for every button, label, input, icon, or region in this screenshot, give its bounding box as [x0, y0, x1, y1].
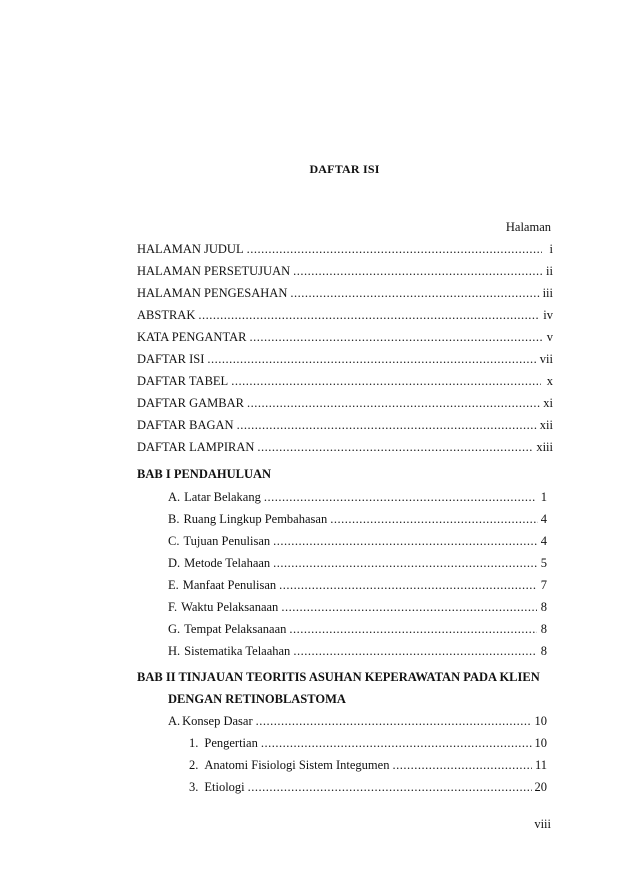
toc-entry-label: Latar Belakang — [184, 490, 261, 504]
toc-entry[interactable] — [137, 286, 553, 304]
chapter-heading[interactable]: BAB II TINJAUAN TEORITIS ASUHAN KEPERAWATAN PADA KLIEN — [137, 670, 540, 684]
page-number: viii — [534, 817, 551, 831]
toc-entry-label: Tempat Pelaksanaan — [184, 622, 287, 636]
toc-entry-label: HALAMAN PENGESAHAN — [137, 286, 288, 300]
dot-leader — [279, 578, 537, 593]
dot-leader — [273, 534, 536, 549]
toc-entry-number: F. — [168, 600, 178, 614]
toc-entry-label: Konsep Dasar — [182, 714, 253, 728]
dot-leader — [198, 308, 540, 323]
dot-leader — [293, 644, 537, 659]
toc-entry-label: Anatomi Fisiologi Sistem Integumen — [204, 758, 390, 772]
dot-leader — [237, 418, 537, 433]
toc-entry-label: Waktu Pelaksanaan — [181, 600, 279, 614]
toc-entry-page: 8 — [540, 622, 547, 636]
dot-leader — [261, 736, 532, 751]
toc-entry[interactable] — [137, 330, 553, 348]
toc-entry-label: DAFTAR GAMBAR — [137, 396, 245, 410]
dot-leader — [207, 352, 536, 367]
toc-entry[interactable] — [189, 758, 547, 776]
toc-entry-number: C. — [168, 534, 180, 548]
toc-entry-page: 10 — [534, 714, 547, 728]
dot-leader — [273, 556, 536, 571]
toc-entry[interactable] — [137, 374, 553, 392]
toc-entry-number: A. — [168, 490, 181, 504]
toc-entry-page: 10 — [534, 736, 547, 750]
dot-leader — [247, 396, 540, 411]
chapter-heading[interactable]: BAB I PENDAHULUAN — [137, 467, 272, 481]
toc-entry-label: Ruang Lingkup Pembahasan — [183, 512, 328, 526]
dot-leader — [330, 512, 538, 527]
dot-leader — [257, 440, 533, 455]
toc-entry[interactable] — [168, 578, 547, 596]
dot-leader — [289, 622, 537, 637]
toc-entry-label: DAFTAR TABEL — [137, 374, 229, 388]
dot-leader — [248, 780, 532, 795]
halaman-header: Halaman — [505, 220, 551, 234]
toc-entry[interactable] — [137, 264, 553, 282]
toc-entry-page: xiii — [536, 440, 553, 454]
toc-entry-label: ABSTRAK — [137, 308, 196, 322]
toc-entry[interactable] — [168, 600, 547, 618]
toc-entry-number: H. — [168, 644, 181, 658]
toc-entry-number: 2. — [189, 758, 199, 772]
toc-entry-number: 3. — [189, 780, 199, 794]
toc-entry-page: iii — [542, 286, 553, 300]
toc-entry-page: 8 — [540, 600, 547, 614]
toc-entry[interactable] — [168, 490, 547, 508]
toc-entry[interactable] — [168, 512, 547, 530]
toc-entry-label: Manfaat Penulisan — [182, 578, 277, 592]
toc-entry[interactable] — [137, 352, 553, 370]
dot-leader — [293, 264, 543, 279]
toc-entry-label: Etiologi — [204, 780, 245, 794]
dot-leader — [392, 758, 532, 773]
toc-entry[interactable] — [168, 644, 547, 662]
chapter-heading-continuation: DENGAN RETINOBLASTOMA — [168, 692, 346, 706]
toc-entry-page: iv — [543, 308, 553, 322]
page-title: DAFTAR ISI — [309, 162, 380, 176]
dot-leader — [281, 600, 537, 615]
toc-entry-page: ii — [546, 264, 553, 278]
toc-entry[interactable] — [137, 308, 553, 326]
toc-entry[interactable] — [137, 242, 553, 260]
toc-entry[interactable] — [168, 714, 547, 732]
toc-entry-page: xii — [539, 418, 553, 432]
toc-entry-page: 7 — [540, 578, 547, 592]
dot-leader — [249, 330, 541, 345]
dot-leader — [256, 714, 532, 729]
dot-leader — [247, 242, 542, 257]
toc-entry-page: 20 — [534, 780, 547, 794]
toc-entry-page: x — [546, 374, 553, 388]
toc-entry-page: 5 — [540, 556, 547, 570]
toc-entry[interactable] — [189, 780, 547, 798]
toc-entry-page: 4 — [540, 534, 547, 548]
toc-entry-number: B. — [168, 512, 180, 526]
toc-entry-label: Metode Telahaan — [184, 556, 271, 570]
toc-entry-label: HALAMAN PERSETUJUAN — [137, 264, 291, 278]
toc-entry[interactable] — [137, 418, 553, 436]
toc-entry-number: E. — [168, 578, 179, 592]
toc-entry[interactable] — [168, 556, 547, 574]
toc-entry[interactable] — [137, 440, 553, 458]
dot-leader — [231, 374, 541, 389]
toc-entry-page: i — [549, 242, 553, 256]
toc-entry-page: vii — [539, 352, 553, 366]
toc-entry-label: DAFTAR LAMPIRAN — [137, 440, 255, 454]
toc-entry[interactable] — [137, 396, 553, 414]
toc-entry-label: Tujuan Penulisan — [183, 534, 271, 548]
toc-entry-number: D. — [168, 556, 181, 570]
toc-entry-page: 4 — [540, 512, 547, 526]
dot-leader — [264, 490, 537, 505]
toc-entry-label: KATA PENGANTAR — [137, 330, 247, 344]
toc-entry-label: DAFTAR BAGAN — [137, 418, 234, 432]
toc-entry-number: G. — [168, 622, 181, 636]
toc-entry-number: 1. — [189, 736, 199, 750]
toc-entry-label: Sistematika Telaahan — [184, 644, 291, 658]
toc-entry-page: v — [546, 330, 553, 344]
toc-entry-page: 8 — [540, 644, 547, 658]
toc-entry[interactable] — [168, 534, 547, 552]
toc-entry[interactable] — [168, 622, 547, 640]
toc-entry[interactable] — [189, 736, 547, 754]
toc-entry-label: Pengertian — [204, 736, 258, 750]
dot-leader — [290, 286, 539, 301]
toc-entry-label: HALAMAN JUDUL — [137, 242, 244, 256]
toc-entry-page: 11 — [534, 758, 547, 772]
toc-entry-number: A. — [168, 714, 181, 728]
toc-entry-page: 1 — [540, 490, 547, 504]
toc-entry-label: DAFTAR ISI — [137, 352, 205, 366]
toc-entry-page: xi — [543, 396, 553, 410]
